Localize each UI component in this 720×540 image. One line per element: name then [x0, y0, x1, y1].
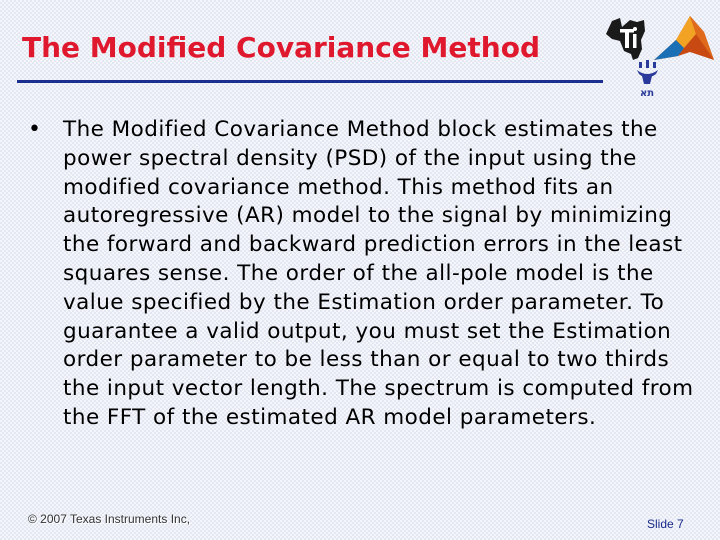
- logo-area: [604, 12, 716, 98]
- bullet-item: [28, 116, 704, 433]
- ti-logo: [606, 18, 645, 60]
- bullet-text: The Modified Covariance Method block estimates the power spectral density (PSD) of the input using the modified covariance method. This method fits an autoregressive (AR) model to the signal by minimizing the forward and backward prediction errors in the least squares sense. The order of the all-pole model is the value specified by the Estimation order parameter. To guarantee a valid output, you must set the Estimation order parameter to be less than or equal to two thirds the input vector length. The spectrum is computed from the FFT of the estimated AR model parameters.: [63, 117, 694, 430]
- emblem-text: תא: [639, 88, 655, 98]
- slide-number: Slide 7: [647, 517, 684, 531]
- tau-emblem: [637, 60, 658, 98]
- footer-copyright: © 2007 Texas Instruments Inc,: [28, 512, 191, 526]
- slide-title: The Modified Covariance Method: [22, 31, 540, 64]
- logos-graphic: [604, 12, 716, 98]
- bullet-symbol: •: [28, 117, 41, 142]
- matlab-logo: [654, 16, 714, 60]
- title-underline: [17, 80, 603, 83]
